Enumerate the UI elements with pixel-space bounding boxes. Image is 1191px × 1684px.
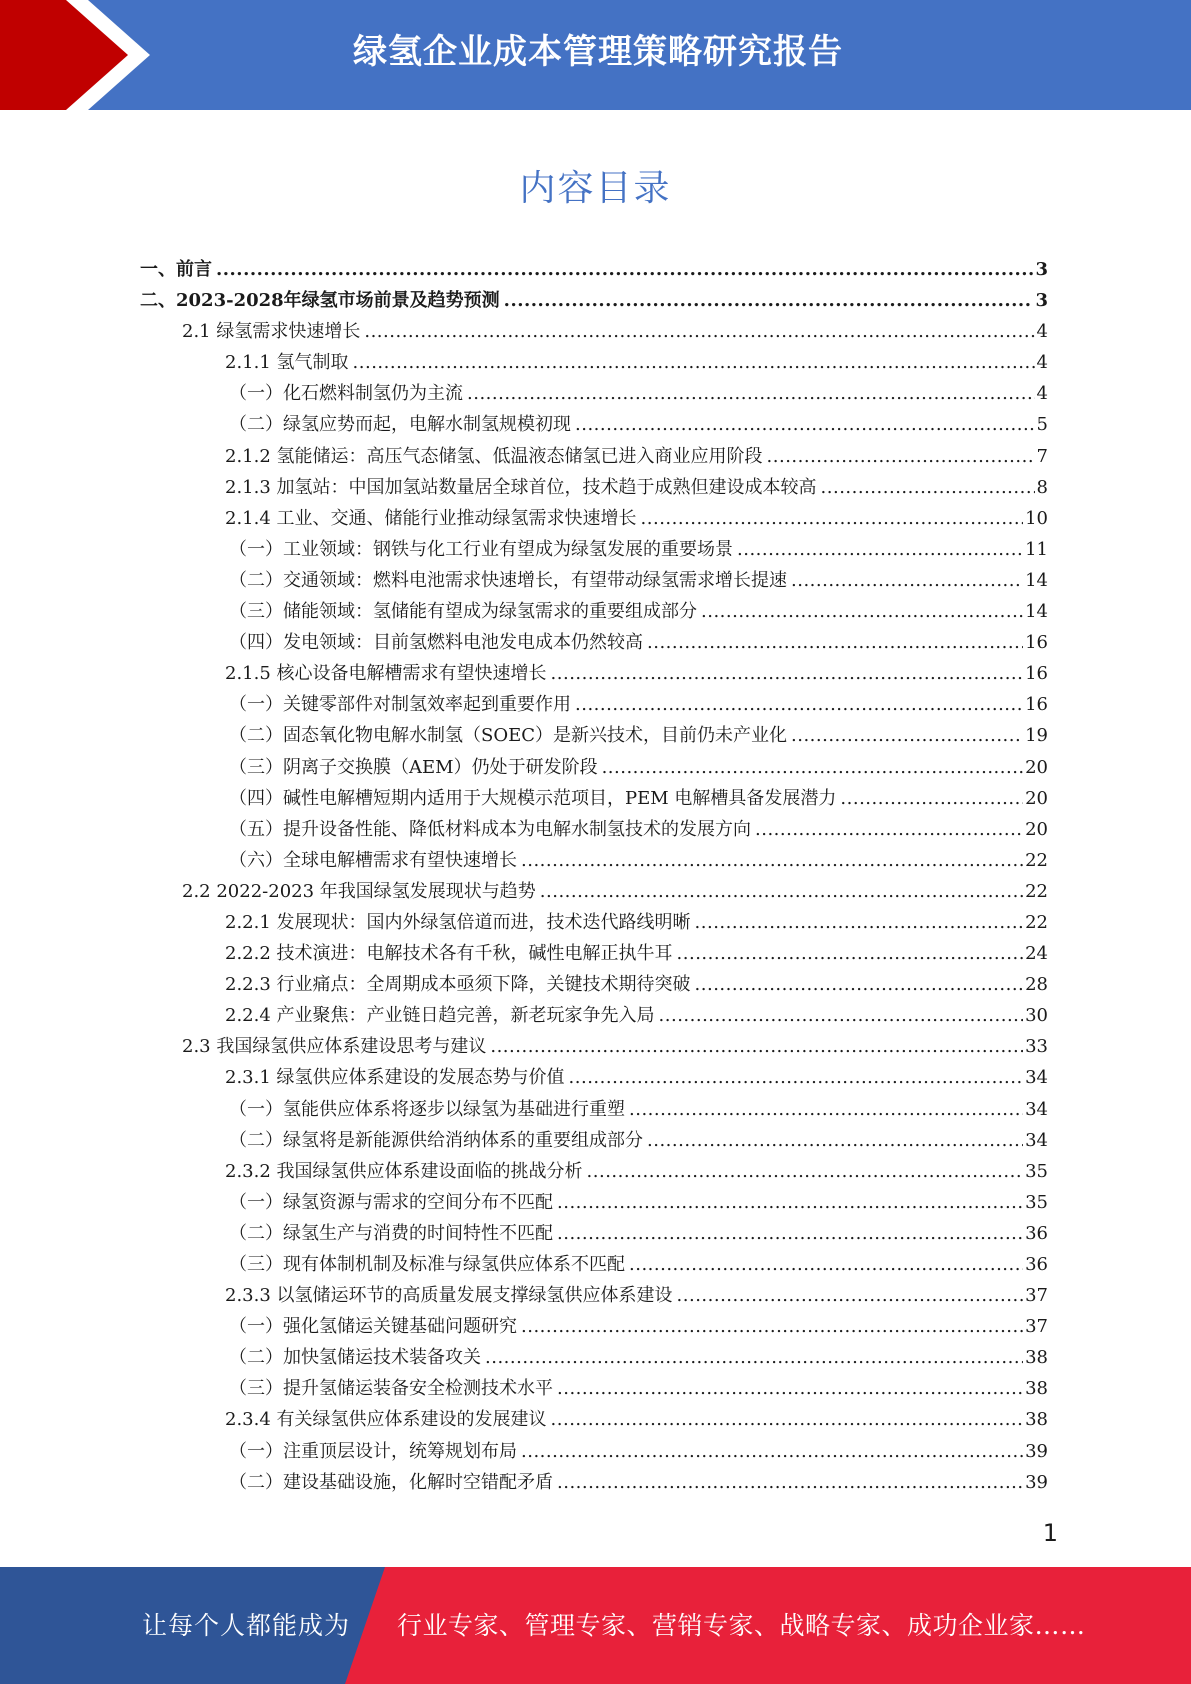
toc-entry-text: （四）发电领域：目前氢燃料电池发电成本仍然较高 (229, 632, 643, 654)
toc-dot-leader (569, 1062, 1024, 1093)
toc-entry-text: （一）工业领域：钢铁与化工行业有望成为绿氢发展的重要场景 (229, 538, 733, 560)
toc-entry-page: 14 (1025, 601, 1048, 623)
toc-entry-page: 7 (1036, 445, 1048, 467)
toc-entry[interactable] (140, 845, 1048, 876)
toc-dot-leader (521, 1436, 1023, 1467)
toc-entry-page: 34 (1025, 1067, 1048, 1089)
toc-entry-page: 37 (1025, 1285, 1048, 1307)
toc-entry-page: 38 (1025, 1347, 1048, 1369)
toc-entry-text: （一）关键零部件对制氢效率起到重要作用 (229, 694, 571, 716)
toc-entry-text: 2.1.5 核心设备电解槽需求有望快速增长 (225, 663, 547, 685)
toc-entry-page: 5 (1036, 414, 1048, 436)
toc-dot-leader (575, 409, 1035, 440)
toc-entry[interactable] (140, 876, 1048, 907)
toc-entry[interactable] (140, 1218, 1048, 1249)
toc-entry-text: （二）建设基础设施，化解时空错配矛盾 (229, 1471, 553, 1493)
toc-dot-leader (647, 627, 1023, 658)
toc-entry[interactable] (140, 441, 1048, 472)
toc-entry[interactable] (140, 472, 1048, 503)
toc-dot-leader (557, 1187, 1023, 1218)
toc-entry[interactable] (140, 1249, 1048, 1280)
toc-entry-page: 4 (1036, 352, 1048, 374)
toc-entry[interactable] (140, 285, 1048, 316)
toc-dot-leader (647, 1125, 1023, 1156)
toc-entry[interactable] (140, 378, 1048, 409)
toc-entry[interactable] (140, 1094, 1048, 1125)
table-of-contents (140, 254, 1048, 1498)
toc-entry-text: （二）绿氢将是新能源供给消纳体系的重要组成部分 (229, 1129, 643, 1151)
toc-entry[interactable] (140, 1280, 1048, 1311)
toc-entry-text: （一）氢能供应体系将逐步以绿氢为基础进行重塑 (229, 1098, 625, 1120)
toc-entry[interactable] (140, 1373, 1048, 1404)
toc-entry[interactable] (140, 316, 1048, 347)
toc-entry-text: （二）交通领域：燃料电池需求快速增长，有望带动绿氢需求增长提速 (229, 569, 787, 591)
toc-entry-text: （三）现有体制机制及标准与绿氢供应体系不匹配 (229, 1254, 625, 1275)
toc-entry-page: 14 (1025, 569, 1048, 591)
toc-dot-leader (485, 1342, 1023, 1373)
toc-dot-leader (695, 907, 1024, 938)
toc-entry-page: 39 (1025, 1440, 1048, 1462)
toc-entry[interactable] (140, 1436, 1048, 1467)
toc-dot-leader (659, 1000, 1024, 1031)
toc-entry-page: 22 (1025, 911, 1048, 933)
toc-entry-page: 38 (1025, 1378, 1048, 1400)
toc-dot-leader (353, 347, 1035, 378)
toc-dot-leader (791, 565, 1023, 596)
toc-entry-page: 38 (1025, 1409, 1048, 1431)
toc-entry-text: （一）强化氢储运关键基础问题研究 (229, 1316, 517, 1338)
toc-entry-page: 20 (1025, 818, 1048, 840)
toc-entry-page: 11 (1025, 538, 1048, 560)
toc-entry[interactable] (140, 658, 1048, 689)
toc-heading: 内容目录 (519, 168, 672, 209)
toc-entry-text: （二）绿氢生产与消费的时间特性不匹配 (229, 1222, 553, 1244)
toc-entry-text: 2.3.4 有关绿氢供应体系建设的发展建议 (225, 1409, 547, 1431)
toc-dot-leader (551, 1404, 1024, 1435)
toc-entry-page: 24 (1025, 943, 1048, 965)
toc-entry[interactable] (140, 409, 1048, 440)
toc-dot-leader (767, 441, 1035, 472)
toc-entry[interactable] (140, 938, 1048, 969)
toc-entry-page: 35 (1025, 1160, 1048, 1182)
toc-dot-leader (821, 472, 1035, 503)
toc-entry[interactable] (140, 1125, 1048, 1156)
toc-dot-leader (602, 752, 1024, 783)
toc-entry-text: 2.2.3 行业痛点：全周期成本亟须下降，关键技术期待突破 (225, 974, 691, 996)
toc-entry-page: 36 (1025, 1254, 1048, 1275)
toc-entry[interactable] (140, 565, 1048, 596)
toc-entry-text: 2.2.1 发展现状：国内外绿氢倍道而进，技术迭代路线明晰 (225, 911, 691, 933)
toc-entry[interactable] (140, 596, 1048, 627)
toc-entry-text: 2.2 2022-2023 年我国绿氢发展现状与趋势 (182, 880, 536, 902)
toc-entry[interactable] (140, 814, 1048, 845)
toc-dot-leader (467, 378, 1035, 409)
toc-dot-leader (791, 720, 1023, 751)
toc-entry[interactable] (140, 503, 1048, 534)
toc-entry-text: （一）化石燃料制氢仍为主流 (229, 383, 463, 405)
toc-entry-page: 30 (1025, 1005, 1048, 1027)
toc-entry-text: （五）提升设备性能、降低材料成本为电解水制氢技术的发展方向 (229, 818, 751, 840)
toc-dot-leader (695, 969, 1024, 1000)
toc-entry[interactable] (140, 1467, 1048, 1498)
toc-dot-leader (551, 658, 1024, 689)
report-header-band (0, 0, 1191, 110)
toc-entry-page: 4 (1036, 383, 1048, 405)
toc-entry-text: 2.1.3 加氢站：中国加氢站数量居全球首位，技术趋于成熟但建设成本较高 (225, 476, 817, 498)
toc-entry-page: 28 (1025, 974, 1048, 996)
report-title: 绿氢企业成本管理策略研究报告 (353, 32, 843, 72)
toc-dot-leader (641, 503, 1024, 534)
toc-entry-page: 35 (1025, 1191, 1048, 1213)
toc-dot-leader (629, 1249, 1023, 1280)
toc-dot-leader (701, 596, 1023, 627)
toc-entry[interactable] (140, 254, 1048, 285)
toc-dot-leader (677, 938, 1024, 969)
toc-entry-text: 一、前言 (140, 259, 212, 280)
toc-entry-page: 37 (1025, 1316, 1048, 1338)
toc-entry-text: 2.2.4 产业聚焦：产业链日趋完善，新老玩家争先入局 (225, 1005, 655, 1027)
toc-entry-page: 16 (1025, 632, 1048, 654)
toc-entry-text: （一）绿氢资源与需求的空间分布不匹配 (229, 1191, 553, 1213)
toc-dot-leader (216, 254, 1033, 285)
toc-entry[interactable] (140, 1342, 1048, 1373)
toc-entry[interactable] (140, 907, 1048, 938)
toc-entry-text: （二）加快氢储运技术装备攻关 (229, 1347, 481, 1369)
toc-entry[interactable] (140, 1000, 1048, 1031)
footer-band (0, 1567, 1191, 1684)
toc-entry-text: 2.2.2 技术演进：电解技术各有千秋，碱性电解正执牛耳 (225, 943, 673, 965)
toc-entry-text: 2.3.1 绿氢供应体系建设的发展态势与价值 (225, 1067, 565, 1089)
toc-entry-page: 10 (1025, 507, 1048, 529)
toc-entry-page: 34 (1025, 1129, 1048, 1151)
toc-entry[interactable] (140, 1031, 1048, 1062)
toc-entry-page: 34 (1025, 1098, 1048, 1120)
toc-entry-page: 20 (1025, 756, 1048, 778)
footer-slogan-left: 让每个人都能成为 (142, 1611, 351, 1640)
toc-entry-page: 22 (1025, 849, 1048, 871)
toc-entry-text: （四）碱性电解槽短期内适用于大规模示范项目，PEM 电解槽具备发展潜力 (229, 787, 837, 809)
toc-entry-text: （二）固态氧化物电解水制氢（SOEC）是新兴技术，目前仍未产业化 (229, 725, 787, 747)
toc-entry-page: 39 (1025, 1471, 1048, 1493)
toc-dot-leader (587, 1156, 1024, 1187)
toc-dot-leader (521, 845, 1023, 876)
toc-entry-page: 16 (1025, 694, 1048, 716)
toc-entry-text: 2.3.2 我国绿氢供应体系建设面临的挑战分析 (225, 1160, 583, 1182)
footer-slogan-right: 行业专家、管理专家、营销专家、战略专家、成功企业家…… (397, 1611, 1086, 1640)
toc-entry-text: 2.3.3 以氢储运环节的高质量发展支撑绿氢供应体系建设 (225, 1285, 673, 1307)
toc-entry-text: （二）绿氢应势而起，电解水制氢规模初现 (229, 414, 571, 436)
toc-entry-page: 3 (1035, 290, 1048, 312)
toc-entry-page: 19 (1025, 725, 1048, 747)
toc-entry[interactable] (140, 627, 1048, 658)
toc-dot-leader (575, 689, 1023, 720)
toc-entry-text: （六）全球电解槽需求有望快速增长 (229, 849, 517, 871)
toc-entry-text: 2.3 我国绿氢供应体系建设思考与建议 (182, 1036, 487, 1058)
toc-dot-leader (521, 1311, 1023, 1342)
toc-entry[interactable] (140, 720, 1048, 751)
toc-entry-page: 8 (1036, 476, 1048, 498)
toc-entry[interactable] (140, 1156, 1048, 1187)
toc-dot-leader (755, 814, 1023, 845)
toc-dot-leader (557, 1467, 1023, 1498)
toc-entry-text: 2.1.1 氢气制取 (225, 352, 349, 374)
toc-entry[interactable] (140, 534, 1048, 565)
toc-entry-page: 3 (1035, 259, 1048, 280)
toc-entry-text: （三）储能领域：氢储能有望成为绿氢需求的重要组成部分 (229, 601, 697, 623)
toc-entry-text: 2.1.2 氢能储运：高压气态储氢、低温液态储氢已进入商业应用阶段 (225, 445, 763, 467)
toc-dot-leader (504, 285, 1034, 316)
toc-dot-leader (364, 316, 1034, 347)
toc-dot-leader (540, 876, 1023, 907)
toc-dot-leader (490, 1031, 1023, 1062)
toc-dot-leader (557, 1373, 1023, 1404)
toc-dot-leader (737, 534, 1023, 565)
toc-entry-page: 4 (1036, 321, 1048, 343)
toc-entry-page: 20 (1025, 787, 1048, 809)
toc-entry[interactable] (140, 969, 1048, 1000)
toc-dot-leader (840, 783, 1023, 814)
toc-entry-page: 16 (1025, 663, 1048, 685)
toc-entry-text: （一）注重顶层设计，统筹规划布局 (229, 1440, 517, 1462)
page-number: 1 (1042, 1519, 1058, 1547)
toc-entry[interactable] (140, 347, 1048, 378)
toc-entry-text: 二、2023-2028年绿氢市场前景及趋势预测 (140, 290, 500, 312)
toc-entry[interactable] (140, 1062, 1048, 1093)
toc-dot-leader (677, 1280, 1024, 1311)
toc-entry[interactable] (140, 1187, 1048, 1218)
toc-entry-page: 22 (1025, 880, 1048, 902)
toc-dot-leader (629, 1094, 1023, 1125)
toc-entry-text: （三）阴离子交换膜（AEM）仍处于研发阶段 (229, 756, 598, 778)
toc-entry[interactable] (140, 1404, 1048, 1435)
toc-entry-text: 2.1 绿氢需求快速增长 (182, 321, 361, 343)
toc-entry-text: （三）提升氢储运装备安全检测技术水平 (229, 1378, 553, 1400)
toc-entry[interactable] (140, 1311, 1048, 1342)
toc-entry-text: 2.1.4 工业、交通、储能行业推动绿氢需求快速增长 (225, 507, 637, 529)
toc-entry-page: 33 (1025, 1036, 1048, 1058)
toc-entry-page: 36 (1025, 1222, 1048, 1244)
toc-dot-leader (557, 1218, 1023, 1249)
toc-entry[interactable] (140, 752, 1048, 783)
toc-entry[interactable] (140, 783, 1048, 814)
toc-entry[interactable] (140, 689, 1048, 720)
